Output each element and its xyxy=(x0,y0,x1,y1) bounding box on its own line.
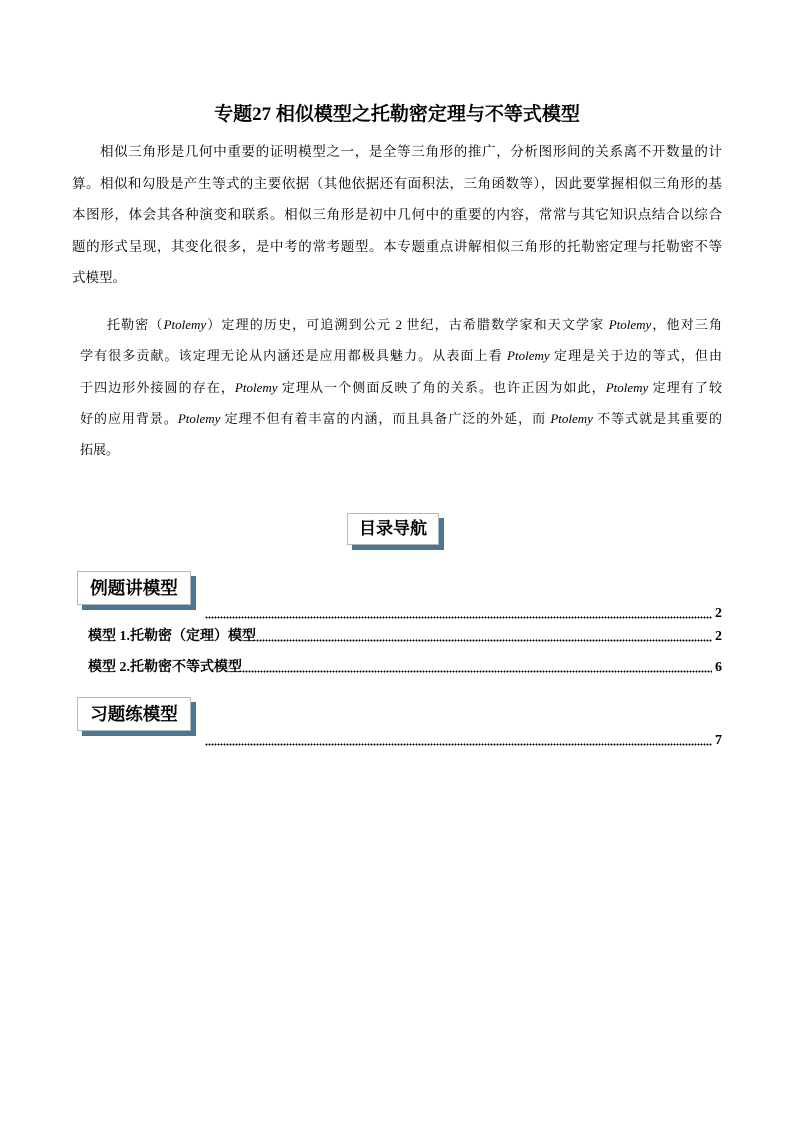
text-run: 定理不但有着丰富的内涵，而且具备广泛的外延，而 xyxy=(220,410,551,426)
paragraph-line xyxy=(80,314,722,345)
italic-term: Ptolemy xyxy=(163,317,207,332)
paragraph-line xyxy=(80,377,722,408)
section-heading-practice: 习题练模型 xyxy=(77,697,191,731)
paragraph-line: 相似三角形是几何中重要的证明模型之一，是全等三角形的推广，分析图形间的关系离不开数量的计 xyxy=(100,144,722,159)
toc-page-number: 6 xyxy=(715,660,722,675)
text-run: 定理是关于边的等式，但由 xyxy=(549,348,722,364)
text-run: ，他对三角 xyxy=(651,317,722,332)
paragraph-line: 式模型。 xyxy=(72,270,126,285)
text-run: 学有很多贡献。该定理无论从内涵还是应用都极具魅力。从表面上看 xyxy=(80,348,508,364)
text-run: 托勒密（ xyxy=(107,317,164,332)
dot-leader xyxy=(205,616,712,619)
dot-leader xyxy=(256,639,712,642)
intro-paragraph xyxy=(72,141,722,299)
toc-page-number: 2 xyxy=(715,606,722,621)
italic-term: Ptolemy xyxy=(234,379,278,395)
text-run: 定理从一个侧面反映了角的关系。也许正因为如此， xyxy=(277,379,606,395)
toc-entry[interactable] xyxy=(88,629,722,645)
paragraph-line: 题的形式呈现，其变化很多，是中考的常考题型。本专题重点讲解相似三角形的托勒密定理与托勒密不等 xyxy=(72,238,722,254)
dot-leader xyxy=(205,743,712,746)
history-paragraph xyxy=(80,314,722,470)
italic-term: Ptolemy xyxy=(608,317,652,332)
toc-page-number: 2 xyxy=(715,629,722,644)
paragraph-line xyxy=(80,345,722,376)
toc-entry[interactable] xyxy=(205,606,722,622)
toc-heading: 目录导航 xyxy=(347,513,439,545)
italic-term: Ptolemy xyxy=(177,410,221,426)
text-run: 拓展。 xyxy=(80,442,120,458)
italic-term: Ptolemy xyxy=(550,410,593,426)
paragraph-line xyxy=(80,408,722,439)
paragraph-line: 本图形，体会其各种演变和联系。相似三角形是初中几何中的重要的内容，常常与其它知识点结合以综合 xyxy=(72,207,722,222)
section-heading-examples: 例题讲模型 xyxy=(77,571,191,605)
dot-leader xyxy=(242,670,712,673)
text-run: 好的应用背景。 xyxy=(80,410,178,426)
paragraph-line xyxy=(80,439,722,470)
toc-entry[interactable] xyxy=(88,660,722,676)
page-title: 专题27 相似模型之托勒密定理与不等式模型 xyxy=(214,104,580,125)
italic-term: Ptolemy xyxy=(507,348,550,364)
toc-entry-label: 模型 1.托勒密（定理）模型 xyxy=(88,629,256,644)
text-run: 定理有了较 xyxy=(648,379,722,395)
toc-page-number: 7 xyxy=(715,733,722,748)
italic-term: Ptolemy xyxy=(605,379,649,395)
text-run: ）定理的历史，可追溯到公元 2 世纪，古希腊数学家和天文学家 xyxy=(206,317,609,332)
toc-entry[interactable] xyxy=(205,733,722,749)
text-run: 不等式就是其重要的 xyxy=(592,410,722,426)
toc-entry-label: 模型 2.托勒密不等式模型 xyxy=(88,660,242,675)
text-run: 于四边形外接圆的存在， xyxy=(80,379,235,395)
paragraph-line: 算。相似和勾股是产生等式的主要依据（其他依据还有面积法，三角函数等），因此要掌握相似三角形的基 xyxy=(72,175,722,191)
